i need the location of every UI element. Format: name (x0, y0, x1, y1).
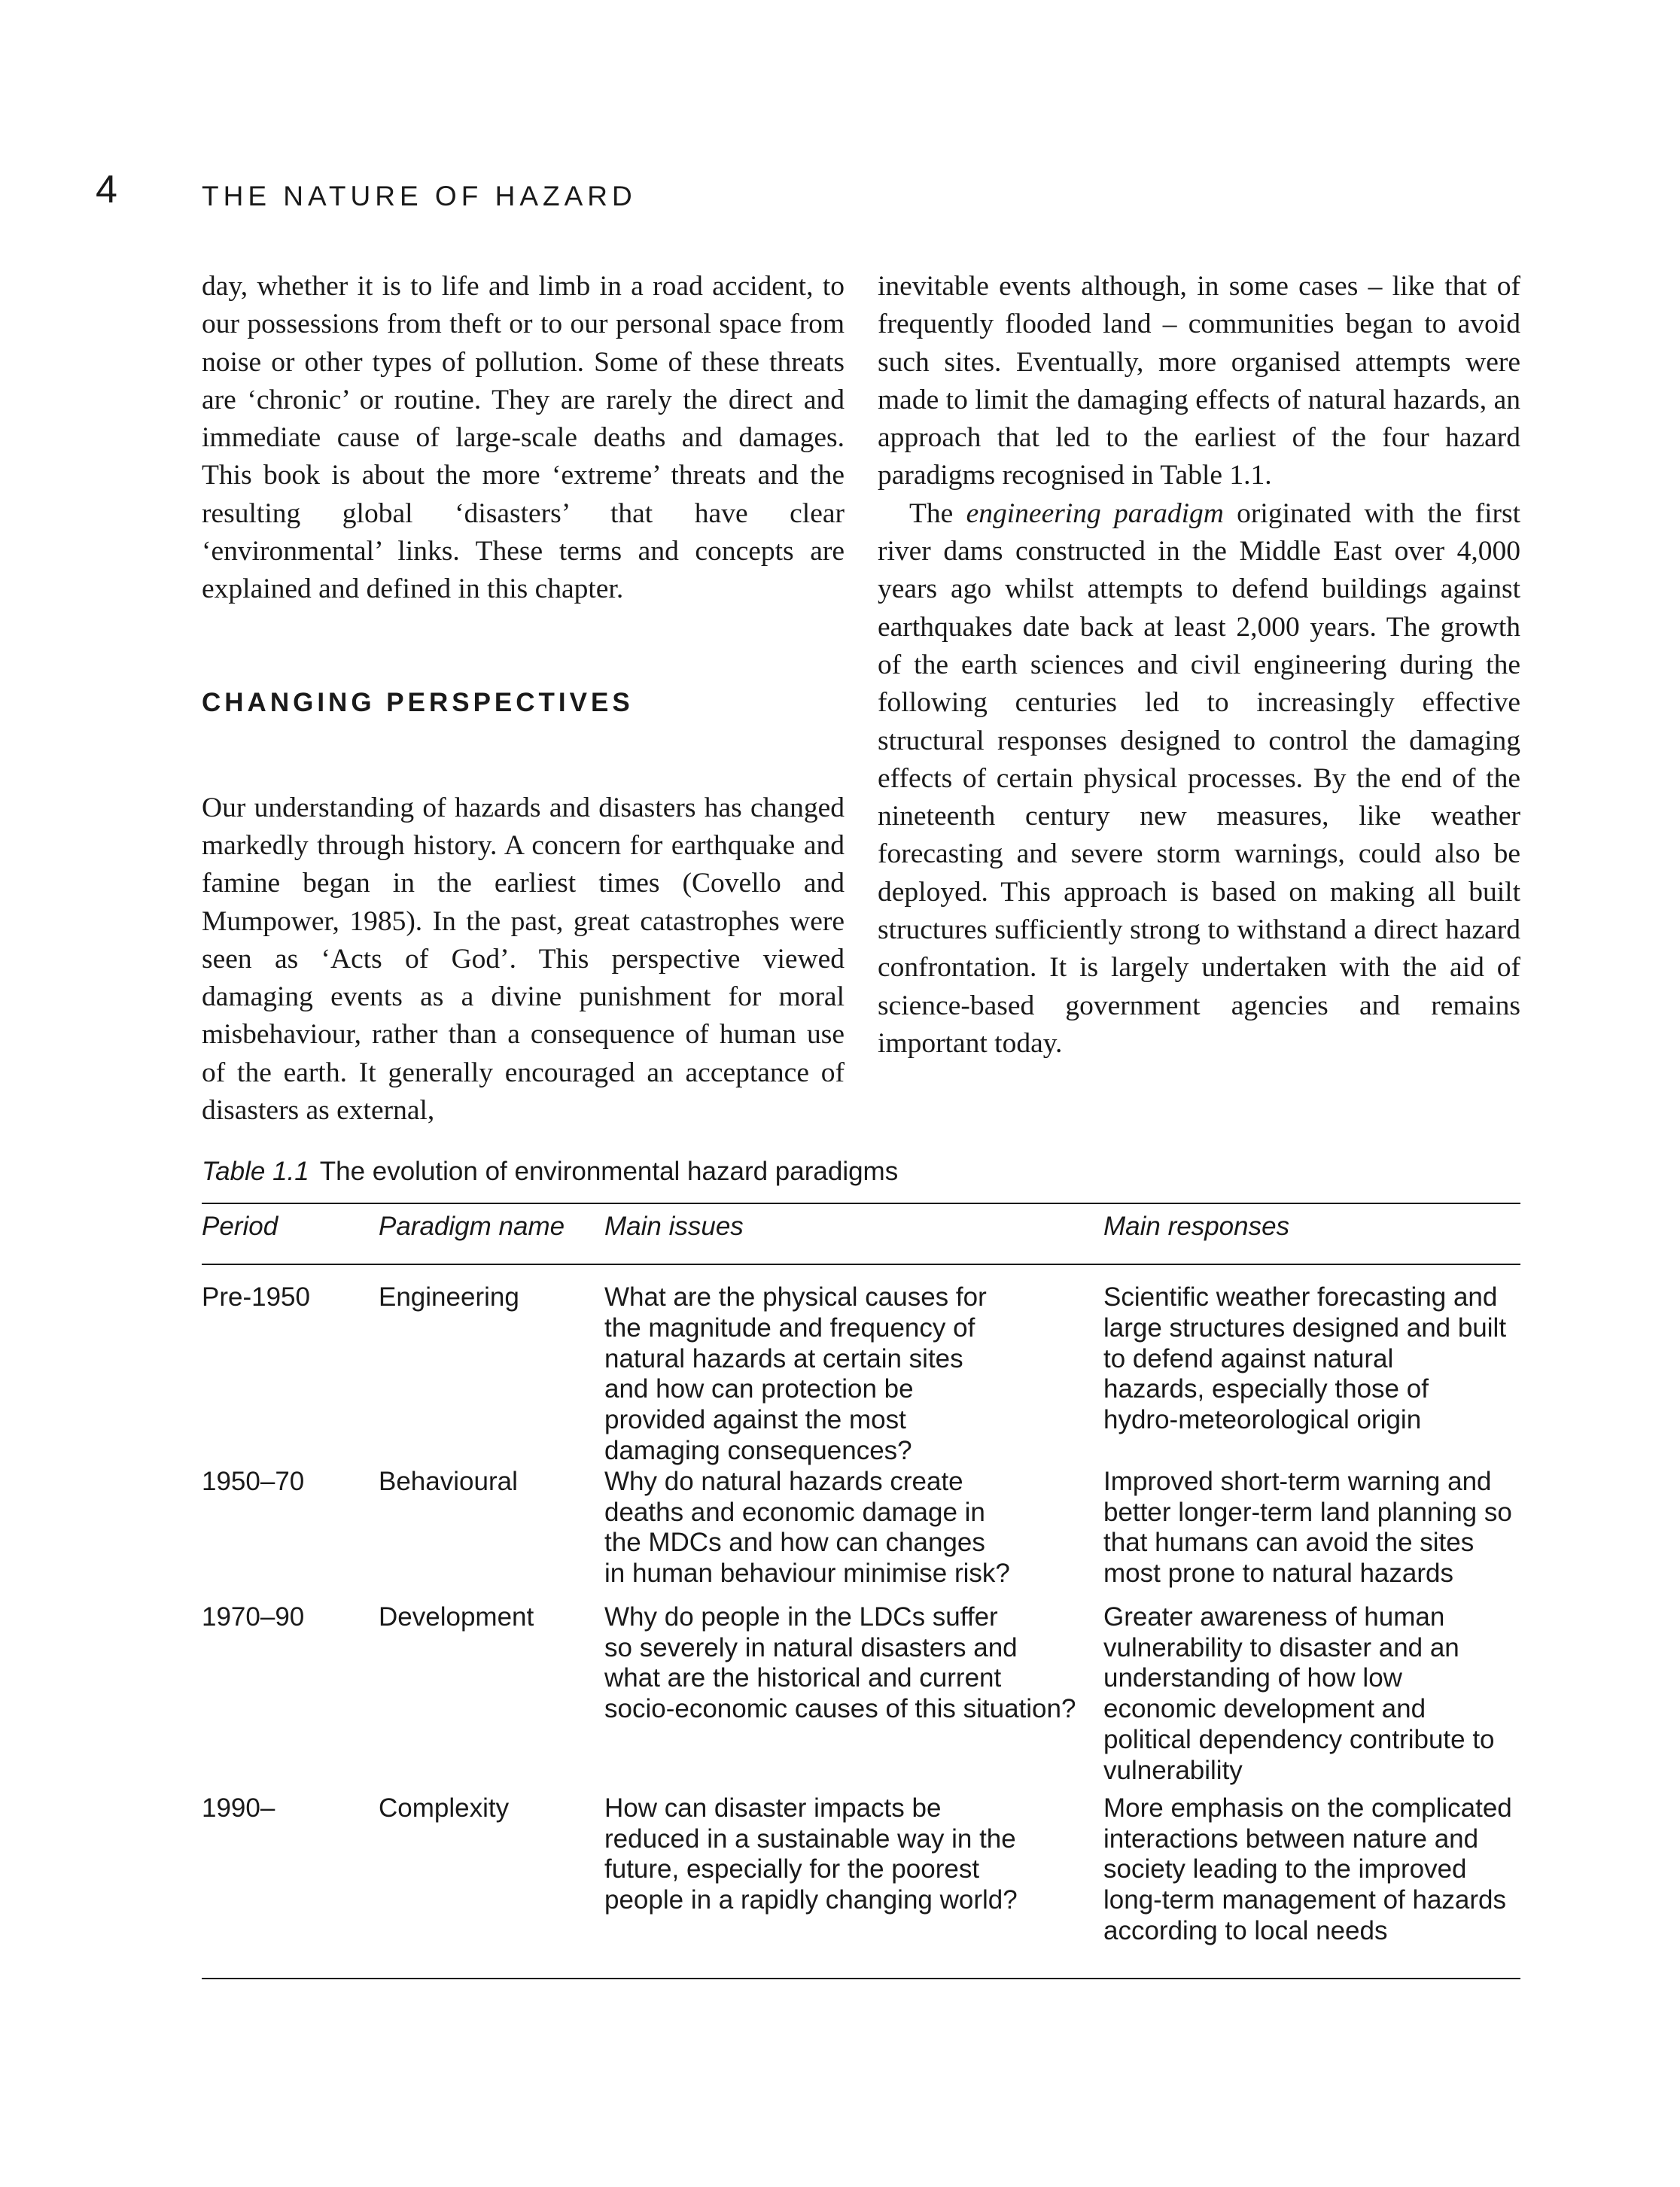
right-column (878, 268, 1520, 1063)
table-row (202, 1602, 1520, 1793)
section-heading: CHANGING PERSPECTIVES (202, 687, 634, 717)
table-header-row (202, 1212, 1520, 1257)
cell-paradigm: Development (379, 1601, 534, 1632)
cell-issues: Why do natural hazards create deaths and economic damage in the MDCs and how can changes in human behaviour minimise risk? (604, 1466, 1010, 1589)
header-period: Period (202, 1212, 278, 1241)
left-paragraph-2: Our understanding of hazards and disasters has changed markedly through history. A concern for earthquake and famine began in the earliest times (Covello and Mumpower, 1985). In the past, great catastrophes were seen as ‘Acts of God’. This perspective viewed damaging events as a divine punishment for moral misbehaviour, rather than a consequence of human use of the earth. It generally encouraged an acceptance of disasters as external, (202, 792, 845, 1127)
table-row (202, 1467, 1520, 1602)
paragraph-body: originated with the first river dams constructed in the Middle East over 4,000 years ago whilst attempts to defend buildings against earthquakes date back at least 2,000 years. The growth of the earth sciences and civil engineering during the following centuries led to increasingly effective structural responses designed to control the damaging effects of certain physical processes. By the end of the nineteenth century new measures, like weather forecasting and severe storm warnings, could also be deployed. This approach is based on making all built structures sufficiently strong to withstand a direct hazard confrontation. It is largely undertaken with the aid of science-based government agencies and remains important today. (878, 497, 1520, 1059)
cell-responses: Greater awareness of human vulnerability to disaster and an understanding of how low economic development and political dependency contribute to vulnerability (1103, 1601, 1495, 1785)
cell-paradigm: Complexity (379, 1793, 510, 1823)
paragraph-lead: The (909, 497, 966, 529)
cell-issues: What are the physical causes for the magnitude and frequency of natural hazards at certain sites and how can protection be provided against the most damaging consequences? (604, 1282, 987, 1465)
left-column (202, 268, 845, 1130)
left-paragraph-1: day, whether it is to life and limb in a road accident, to our possessions from theft or to our personal space from noise or other types of pollution. Some of these threats are ‘chronic’ or routine. They are rarely the direct and immediate cause of large-scale deaths and damages. This book is about the more ‘extreme’ threats and the resulting global ‘disasters’ that have clear ‘environmental’ links. These terms and concepts are explained and defined in this chapter. (202, 271, 845, 605)
table-row (202, 1793, 1520, 1947)
cell-issues: Why do people in the LDCs suffer so severely in natural disasters and what are the historical and current socio-economic causes of this situation? (604, 1601, 1076, 1724)
engineering-paradigm-term: engineering paradigm (966, 497, 1224, 529)
table-top-rule (202, 1203, 1520, 1204)
page-number: 4 (96, 168, 117, 211)
table-row (202, 1282, 1520, 1467)
cell-issues: How can disaster impacts be reduced in a sustainable way in the future, especially for the poorest people in a rapidly changing world? (604, 1793, 1018, 1915)
cell-period: 1950–70 (202, 1466, 305, 1496)
table-bottom-rule (202, 1978, 1520, 1979)
table-caption (202, 1155, 898, 1188)
cell-responses: Improved short-term warning and better longer-term land planning so that humans can avoid the sites most prone to natural hazards (1103, 1466, 1512, 1589)
header-paradigm-name: Paradigm name (379, 1212, 565, 1241)
running-head: THE NATURE OF HAZARD (202, 181, 637, 211)
cell-period: Pre-1950 (202, 1282, 310, 1312)
header-main-responses: Main responses (1103, 1212, 1290, 1241)
cell-paradigm: Engineering (379, 1282, 519, 1312)
table-caption-label: Table 1.1 (202, 1157, 309, 1186)
table-caption-text: The evolution of environmental hazard paradigms (319, 1157, 899, 1186)
cell-responses: More emphasis on the complicated interactions between nature and society leading to the improved long-term management of hazards according to local needs (1103, 1793, 1512, 1945)
cell-paradigm: Behavioural (379, 1466, 518, 1496)
cell-period: 1970–90 (202, 1601, 305, 1632)
header-main-issues: Main issues (604, 1212, 744, 1241)
cell-period: 1990– (202, 1793, 275, 1823)
cell-responses: Scientific weather forecasting and large structures designed and built to defend against natural hazards, especially those of hydro-meteorological origin (1103, 1282, 1507, 1435)
paradigms-table (202, 1212, 1520, 1947)
right-paragraph-2 (878, 495, 1520, 1063)
right-paragraph-1: inevitable events although, in some cases – like that of frequently flooded land – communities began to avoid such sites. Eventually, more organised attempts were made to limit the damaging effects of natural hazards, an approach that led to the earliest of the four hazard paradigms recognised in Table 1.1. (878, 271, 1520, 491)
